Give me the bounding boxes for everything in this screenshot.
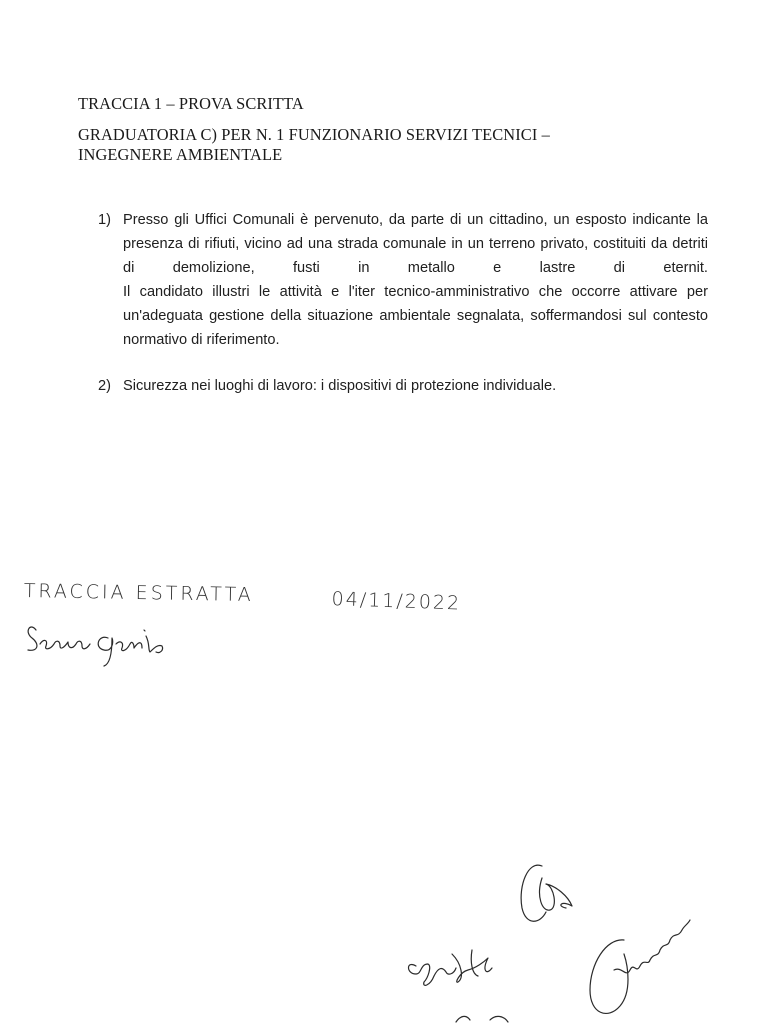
question-paragraph: Presso gli Uffici Comunali è pervenuto, da parte di un cittadino, un esposto indicante la presenza di rifiuti, vicino ad una strada comunale in un terreno privato, costituiti da detriti di demolizione, fusti in metallo e lastre di eternit. — [123, 212, 708, 276]
signature-3 — [584, 910, 694, 1024]
question-paragraph: Sicurezza nei luoghi di lavoro: i dispositivi di protezione individuale. — [123, 378, 557, 394]
document-subtitle-line-2: INGEGNERE AMBIENTALE — [78, 145, 283, 164]
document-title: TRACCIA 1 – PROVA SCRITTA — [78, 94, 304, 113]
question-body — [123, 208, 708, 352]
question-paragraph: Il candidato illustri le attività e l'iter tecnico-amministrativo che occorre attivare per un'adeguata gestione della situazione ambientale segnalata, soffermandosi sul contesto normativo di riferimento. — [123, 284, 708, 348]
document-header — [78, 94, 718, 165]
question-item — [98, 208, 708, 352]
signature-1 — [516, 856, 580, 936]
signature-serena-genito — [24, 618, 204, 670]
question-body — [123, 374, 708, 398]
question-number: 1) — [98, 212, 111, 228]
question-item — [98, 374, 708, 398]
question-list — [98, 208, 708, 398]
signature-4 — [450, 1008, 540, 1024]
document-subtitle-line-1: GRADUATORIA C) PER N. 1 FUNZIONARIO SERVIZI TECNICI – — [78, 125, 550, 144]
handwritten-extracted-label: TRACCIA ESTRATTA — [23, 580, 254, 607]
handwritten-date: 04/11/2022 — [331, 588, 462, 615]
question-number: 2) — [98, 378, 111, 394]
signature-2 — [402, 934, 502, 994]
